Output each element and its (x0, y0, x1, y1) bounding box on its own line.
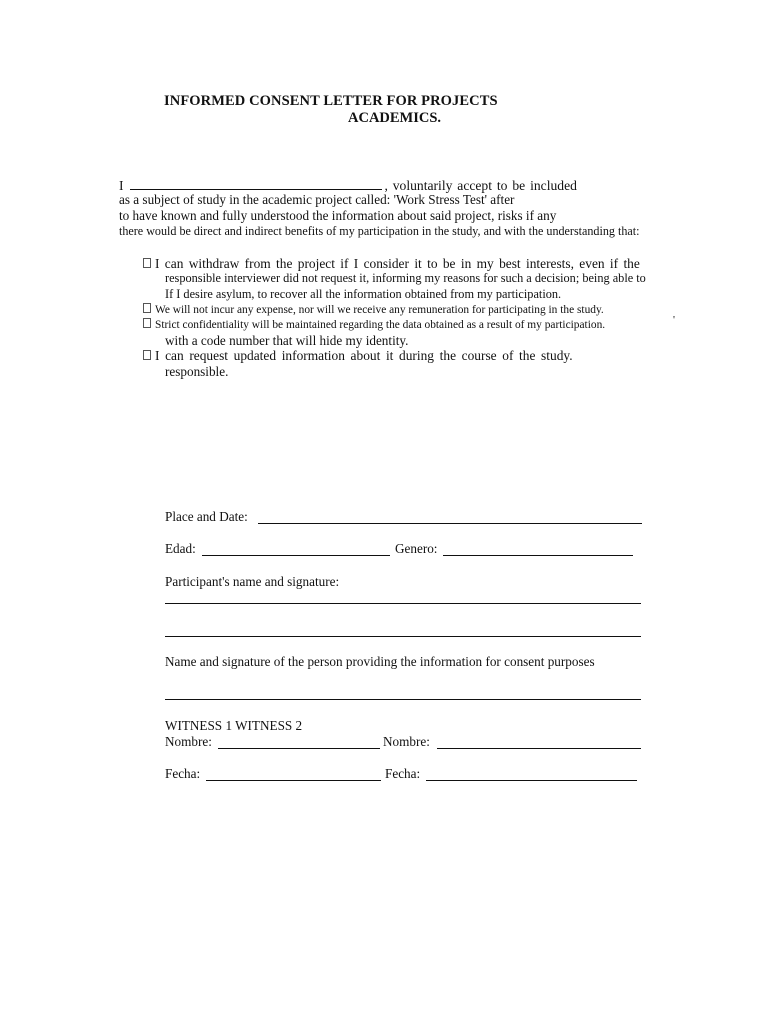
genero-line[interactable] (443, 555, 633, 556)
place-date-label: Place and Date: (165, 509, 248, 524)
participant-signature-line-2[interactable] (165, 636, 641, 637)
intro-line-4: there would be direct and indirect benefits of my participation in the study, and with the understanding that: (119, 224, 640, 238)
bullet-box-icon (143, 303, 151, 313)
witness-2-nombre-label: Nombre: (383, 734, 430, 749)
intro-line-3: to have known and fully understood the information about said project, risks if any (119, 208, 557, 223)
intro-line-1-suffix: , voluntarily accept to be included (384, 178, 577, 193)
place-date-line[interactable] (258, 523, 642, 524)
participant-signature-line-1[interactable] (165, 603, 641, 604)
informant-signature-line[interactable] (165, 699, 641, 700)
witness-2-fecha-label: Fecha: (385, 766, 421, 781)
informant-label: Name and signature of the person providing the information for consent purposes (165, 654, 595, 669)
bullet-2-text: We will not incur any expense, nor will we receive any remuneration for participating in the study. (155, 304, 604, 316)
intro-line-2: as a subject of study in the academic project called: 'Work Stress Test' after (119, 192, 515, 207)
participant-label: Participant's name and signature: (165, 574, 340, 589)
bullet-4-line-2: responsible. (165, 364, 229, 379)
bullet-box-icon (143, 350, 151, 360)
witnesses-heading: WITNESS 1 WITNESS 2 (165, 718, 303, 733)
bullet-box-icon (143, 318, 151, 328)
edad-line[interactable] (202, 555, 390, 556)
stray-mark: ' (673, 314, 675, 326)
bullet-1-line-3: If I desire asylum, to recover all the information obtained from my participation. (165, 287, 562, 301)
bullet-1-text: I can withdraw from the project if I consider it to be in my best interests, even if the (155, 256, 640, 271)
bullet-1-line-1 (143, 256, 640, 272)
participant-name-blank[interactable] (130, 176, 382, 190)
witness-1-nombre-label: Nombre: (165, 734, 212, 749)
witness-1-fecha-line[interactable] (206, 780, 381, 781)
bullet-3-line-1 (143, 318, 605, 331)
document-title-line-2: ACADEMICS. (348, 110, 442, 126)
genero-label: Genero: (395, 541, 438, 556)
witness-1-nombre-line[interactable] (218, 748, 380, 749)
witness-2-fecha-line[interactable] (426, 780, 637, 781)
bullet-box-icon (143, 258, 151, 268)
bullet-2 (143, 303, 604, 316)
bullet-4-line-1 (143, 348, 573, 364)
bullet-3-text: Strict confidentiality will be maintained regarding the data obtained as a result of my participation. (155, 319, 606, 331)
bullet-1-line-2: responsible interviewer did not request it, informing my reasons for such a decision; being able to (165, 271, 646, 285)
witness-1-fecha-label: Fecha: (165, 766, 201, 781)
edad-label: Edad: (165, 541, 196, 556)
witness-2-nombre-line[interactable] (437, 748, 641, 749)
document-title-line-1: INFORMED CONSENT LETTER FOR PROJECTS (164, 93, 498, 109)
bullet-3-line-2: with a code number that will hide my identity. (165, 333, 409, 348)
bullet-4-text: I can request updated information about it during the course of the study. (155, 348, 573, 363)
intro-prefix: I (119, 178, 124, 193)
